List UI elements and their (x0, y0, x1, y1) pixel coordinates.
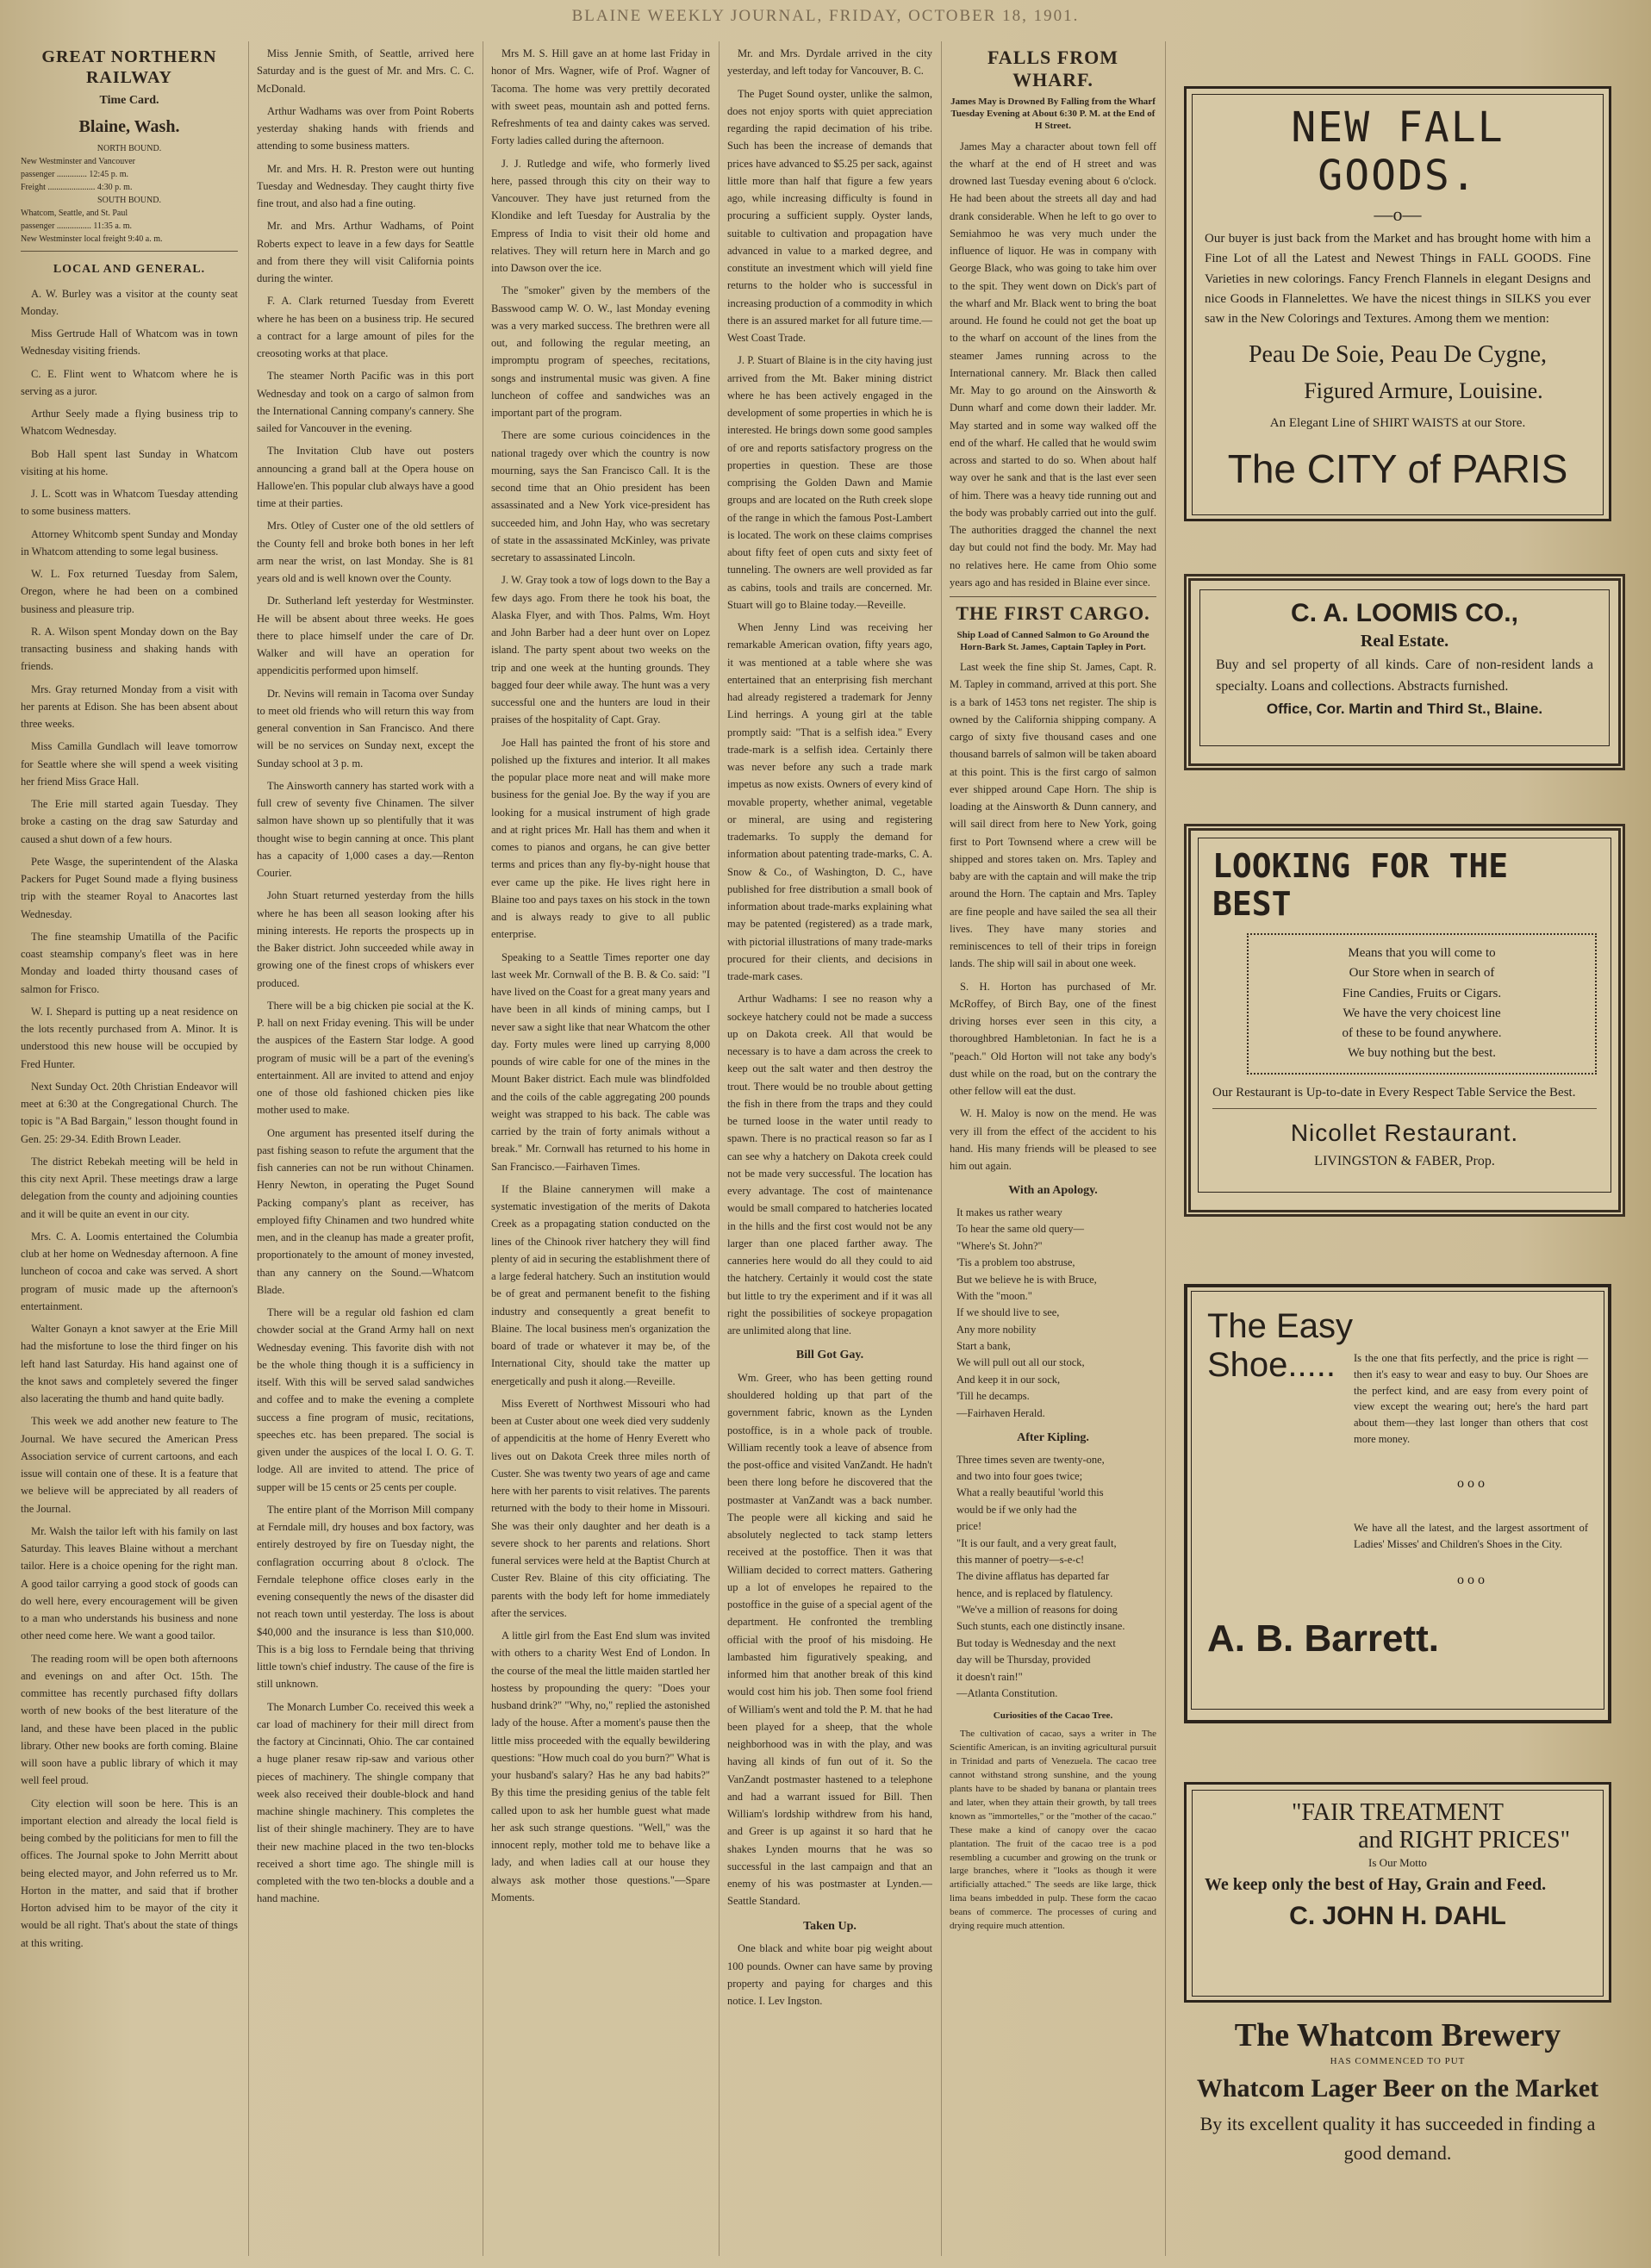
ad-line: We have the very choicest line (1343, 1006, 1501, 1020)
ad-easy-shoe (1184, 1284, 1611, 1723)
column-2 (257, 45, 474, 2251)
news-item: The entire plant of the Morrison Mill company at Ferndale mill, dry houses and box factory, was entirely destroyed by fire on Tuesday night, the conflagration occurring about 8 o'clock. The Ferndale telephone office closes early in the evening consequently the news of the disaster did not reach town until yesterday. The loss is about $40,000 and the insurance is less than $10,000. This is a big loss to Ferndale being that thriving little town's chief industry. The cause of the fire is still unknown. (257, 1503, 474, 1691)
news-item: Wm. Greer, who has been getting round shouldered holding up that part of the government fabric, known as the Lynden postoffice, is in a whole pack of trouble. William recently took a leave of absence from the post-office and visited VanZandt. He hadn't been there long before he discovered that the postmaster at VanZandt was a back number. The people were all kicking and said he absolutely neglected to tack stamp letters received at the postoffice. Then it was that William decided to correct matters. Gathering up a lot of envelopes he repaired to the postoffice in the guise of a special agent of the department. He confronted the trembling official with the proof of his misdoing. He lambasted him figuratively speaking, and informed him that another break of this kind would cost him his job. Then some fool friend of William's went and told the P. M. that he had been played for a sheep, that the whole neighborhood was in with the play, and was having all kinds of fun out of it. So the VanZandt postmaster hastened to a telephone and had a warrant issued for Bill. Then William's lordship withdrew from his hand, and Greer is up against it so hard that he shakes Lynden mourns that he was so successful in the last campaign and that an enemy of his was postmaster at Lynden.—Seattle Standard. (727, 1371, 932, 1908)
ad-text: We have all the latest, and the largest assortment of Ladies' Misses' and Children's Shoes in the City. (1354, 1522, 1588, 1551)
poem-body: It makes us rather weary To hear the same old query— "Where's St. John?" 'Tis a problem too abstruse, But we believe he is with Bruce, With the "moon." If we should live to see, Any more nobility Start a bank, We will pull out all our stock, And keep it in our sock, 'Till he decamps. —Fairhaven Herald. (956, 1206, 1097, 1419)
news-item: The fine steamship Umatilla of the Pacific coast steamship company's fleet was in here Monday and loaded thirty thousand cases of salmon for Frisco. (21, 930, 238, 995)
store-name: The CITY of PARIS (1227, 446, 1568, 492)
ornament: —o— (1374, 203, 1422, 225)
news-item: Miss Gertrude Hall of Whatcom was in town Wednesday visiting friends. (21, 327, 238, 358)
ad-title: The Whatcom Brewery (1234, 2017, 1561, 2053)
news-list (257, 45, 474, 1908)
news-item: Speaking to a Seattle Times reporter one day last week Mr. Cornwall of the B. B. & Co. said: "I have lived on the Coast for a great many years and have been in all kinds of mining camps, but I never saw a sight like that near Whatcom the other day. Forty mules were lined up carrying 8,000 pounds of wire cable for one of the mines in the Mount Baker district. Each mule was blindfolded and the coils of the cable aggregating 200 pounds weight was strapped to his back. The cable was carried by the train of forty animals without a break." Mr. Cornwall has returned to his home in San Francisco.—Fairhaven Times. (491, 950, 710, 1173)
news-item: The steamer North Pacific was in this port Wednesday and took on a cargo of salmon from the International Canning company's cannery. She sailed for Vancouver in the evening. (257, 370, 474, 434)
news-item: The reading room will be open both afternoons and evenings on and after Oct. 15th. The committee has recently purchased fifty dollars worth of new books of the best literature of the land, and these have been placed in the public library. Other new books are forth coming. Blaine will soon have a public library of which it may well feel proud. (21, 1652, 238, 1787)
timecard-line: Freight ...................... 4:30 p. m. (21, 183, 133, 193)
news-item: Mrs M. S. Hill gave an at home last Friday in honor of Mrs. Wagner, wife of Prof. Wagner of Tacoma. The home was very prettily decorated with sweet peas, mountain ash and potted ferns. Refreshments of tea and dainty cakes was served. Forty ladies called during the afternoon. (491, 47, 710, 147)
news-item: S. H. Horton has purchased of Mr. McRoffey, of Birch Bay, one of the finest driving horses ever seen in this city, a thoroughbred Hambletonian. In fact he is a "peach." Old Horton will not take any body's dust while on the road, but on the contrary the other fellow will eat the dust. (950, 980, 1156, 1098)
railway-subtitle: Time Card. (99, 94, 159, 107)
ornament: o o o (1457, 1475, 1485, 1491)
news-item: There will be a regular old fashion ed clam chowder social at the Grand Army hall on next Wednesday evening. This favorite dish with not be the whole thing though it is a sufficiency in itself. With this will be served salad sandwiches and coffee and to make the evening a complete success a fine program of music, recitations, speeches etc. has been prepared. The social is given under the auspices of the local I. O. G. T. lodge. All are invited to attend. The price of supper will be 15 cents or 25 cents per couple. (257, 1306, 474, 1493)
news-item: Dr. Nevins will remain in Tacoma over Sunday to meet old friends who will return this way from general convention in San Francisco. And there will be no services on Sunday next, except the Sunday school at 3 p. m. (257, 687, 474, 770)
notice-title: Taken Up. (803, 1919, 857, 1933)
notice-body: One black and white boar pig weight about 100 pounds. Owner can have same by proving property and paying for charges and this notice. I. Lev Ingston. (727, 1942, 932, 2008)
news-item: Arthur Wadhams: I see no reason why a sockeye hatchery could not be made a success up on Dakota creek. All that would be necessary is to have a dam across the creek to keep out the salt water and then destroy the trout. There would be no trouble about getting the fish in there from the traps and they could be turned loose in the water until ready to spawn. There is no practical reason so far as I can see why a hatchery on Dakota creek could not be made very successful. The location has every advantage. The cost of maintenance would be small compared to hatcheries located in the hills and the first cost would not be any larger than one placed farther away. The canneries here would do all they could to aid the hatchery. Certainly it would cost the state but little to try the experiment and if it was all right the possibilities of sockeye propagation are unlimited along that line. (727, 993, 932, 1336)
ad-box (1247, 933, 1597, 1075)
column-5 (950, 45, 1156, 2251)
timecard (21, 142, 238, 246)
news-item: R. A. Wilson spent Monday down on the Bay transacting business and shaking hands with friends. (21, 625, 238, 673)
ad-title: "FAIR TREATMENT (1291, 1799, 1505, 1826)
news-item: Mrs. Otley of Custer one of the old settlers of the County fell and broke both bones in her left arm near the wrist, on last Monday. She is 81 years old and is well known over the County. (257, 520, 474, 584)
ad-text: HAS COMMENCED TO PUT (1330, 2056, 1466, 2066)
article-body (950, 658, 1156, 1174)
news-list (727, 45, 932, 1339)
timecard-line: NORTH BOUND. (97, 144, 162, 154)
news-item: The "smoker" given by the members of the Basswood camp W. O. W., last Monday evening was a very marked success. The brethren were all out, and following the regular meeting, an impromptu program of speeches, recitations, songs and instrumental music was given. A fine luncheon of coffee and sandwiches was an important part of the program. (491, 284, 710, 419)
news-item: Miss Camilla Gundlach will leave tomorrow for Seattle where she will spend a week visiting her friend Miss Grace Hall. (21, 740, 238, 788)
news-item: The Erie mill started again Tuesday. They broke a casting on the drag saw Saturday and caused a shut down of a few hours. (21, 798, 238, 845)
news-item: One argument has presented itself during the past fishing season to refute the argument that the fish canneries can not be run without Chinamen. Henry Newton, in operating the Puget Sound Packing company's plant as receiver, has employed fifty Chinamen and two hundred white men, and in the cleanup has made a greater profit, proportionately to the amount of money invested, than any cannery on the Sound.—Whatcom Blade. (257, 1126, 474, 1296)
ad-whatcom-brewery (1184, 2016, 1611, 2164)
article-title: Curiosities of the Cacao Tree. (993, 1710, 1113, 1722)
subheadline: James May is Drowned By Falling from the Wharf Tuesday Evening at About 6:30 P. M. at the End of H Street. (950, 96, 1156, 132)
timecard-line: New Westminster and Vancouver (21, 157, 135, 167)
column-4 (727, 45, 932, 2251)
restaurant-name: Nicollet Restaurant. (1290, 1118, 1519, 1146)
news-item: Mrs. C. A. Loomis entertained the Columbia club at her home on Wednesday afternoon. A fine luncheon of cocoa and cake was served. A short program of music made up the afternoon's entertainment. (21, 1230, 238, 1312)
timecard-line: Whatcom, Seattle, and St. Paul (21, 209, 128, 219)
news-item: Miss Jennie Smith, of Seattle, arrived here Saturday and is the guest of Mr. and Mrs. C. C. McDonald. (257, 47, 474, 95)
news-item: Attorney Whitcomb spent Sunday and Monday in Whatcom attending to some legal business. (21, 527, 238, 558)
merchant-name: A. B. Barrett. (1207, 1617, 1439, 1660)
merchant-name: C. JOHN H. DAHL (1289, 1902, 1506, 1931)
column-rule (719, 41, 720, 2256)
news-item: The Monarch Lumber Co. received this week a car load of machinery for their mill direct from the factory at Cincinnati, Ohio. The car contained a huge planer resaw rip-saw and various other pieces of machinery. The shingle company that week also received their double-block and hand machine shingle machinery. This completes the list of their shingle machinery. They are to have their new machine placed in the two ten-blocks received a short time ago. The shingle mill is completed with the two ten-blocks a double and a hand machine. (257, 1700, 474, 1905)
masthead: BLAINE WEEKLY JOURNAL, FRIDAY, OCTOBER 18, 1901. (571, 7, 1080, 25)
ad-silks: Figured Armure, Louisine. (1304, 377, 1543, 403)
ad-text: Is the one that fits perfectly, and the price is right —then it's easy to wear and easy to buy. Our Shoes are the perfect kind, and are easy from every point of view except the wearing out; here's the hard part about them—they last longer than others that cost more money. (1354, 1352, 1588, 1445)
railway-title: GREAT NORTHERN RAILWAY (41, 47, 217, 87)
business-type: Real Estate. (1360, 632, 1449, 651)
headline: FALLS FROM WHARF. (987, 47, 1118, 91)
ad-line: of these to be found anywhere. (1342, 1026, 1502, 1040)
news-item: This week we add another new feature to The Journal. We have secured the American Press Association service of current cartoons, and each issue will contain one of these. It is a feature that we believe will be appreciated by all readers of the Journal. (21, 1415, 238, 1515)
ad-product: Whatcom Lager Beer on the Market (1196, 2074, 1599, 2103)
news-item: J. L. Scott was in Whatcom Tuesday attending to some business matters. (21, 488, 238, 518)
news-item: Pete Wasge, the superintendent of the Alaska Packers for Puget Sound made a flying business trip with the steamer Royal to Anacortes last Wednesday. (21, 855, 238, 920)
ad-text: Our Restaurant is Up-to-date in Every Respect Table Service the Best. (1212, 1085, 1576, 1100)
ad-text: An Elegant Line of SHIRT WAISTS at our Store. (1269, 416, 1526, 431)
news-item: Mr. and Mrs. Arthur Wadhams, of Point Roberts expect to leave in a few days for Seattle and from there they will visit California points during the winter. (257, 220, 474, 284)
news-item: Miss Everett of Northwest Missouri who had been at Custer about one week died very suddenly of appendicitis at the home of Henry Everett who lives out on Dakota Creek three miles north of Custer. She was twenty two years of age and came here with her parents to visit relatives. The parents returned with the body to their home in Missouri. She was their only daughter and her death is a severe shock to her parents and relations. Short funeral services were held at the Baptist Church at Custer Rev. Blaine of this city officiating. The parents with the body left for home immediately after the services. (491, 1397, 710, 1619)
ad-new-fall-goods (1184, 86, 1611, 521)
ad-title: and RIGHT PRICES" (1358, 1827, 1570, 1854)
news-item: Mr. and Mrs. Dyrdale arrived in the city yesterday, and left today for Vancouver, B. C. (727, 47, 932, 78)
ad-nicollet-restaurant (1184, 824, 1625, 1217)
news-item: W. H. Maloy is now on the mend. He was very ill from the effect of the accident to his hand. His many friends will be pleased to see him out again. (950, 1107, 1156, 1173)
subheadline: Ship Load of Canned Salmon to Go Around the Horn-Bark St. James, Captain Tapley in Port. (956, 629, 1149, 652)
news-item: Next Sunday Oct. 20th Christian Endeavor will meet at 6:30 at the Congregational Church. The topic is "A Bad Bargain," lesson thought found in Gen. 25: 29-34. Edith Brown Leader. (21, 1080, 238, 1145)
ornament: o o o (1457, 1572, 1485, 1587)
news-item: J. W. Gray took a tow of logs down to the Bay a few days ago. From there he took his boat, the Alaska Flyer, and with Thos. Palms, Wm. Hoyt and John Barber had a deer hunt over on Lopez island. The party spent about two weeks on the trip and one week at the hunting grounds. They bagged four deer while away. The hunt was a very successful one and the hunters are loud in their praises of the hospitality of Capt. Gray. (491, 574, 710, 726)
article-body (950, 138, 1156, 592)
headline: THE FIRST CARGO. (956, 602, 1150, 625)
news-item: Mrs. Gray returned Monday from a visit with her parents at Edison. She has been absent about three weeks. (21, 682, 238, 731)
column-1 (21, 45, 238, 2251)
news-item: The Invitation Club have out posters announcing a grand ball at the Opera house on Hallowe'en. This popular club always have a good time at their parties. (257, 445, 474, 509)
news-item: Arthur Seely made a flying business trip to Whatcom Wednesday. (21, 408, 238, 438)
ad-address: Office, Cor. Martin and Third St., Blaine. (1266, 700, 1543, 717)
ad-slogan: By its excellent quality it has succeeded in finding a good demand. (1199, 2112, 1596, 2164)
ad-text: Our buyer is just back from the Market and has brought home with him a Fine Lot of all the Latest and Newest Things in FALL GOODS. Fine Varieties in new colorings. Fancy French Flannels in elegant Designs and nice Goods in Flannelettes. We have the nicest things in SILKS you ever saw in the New Colorings and Textures. Among them we mention: (1205, 232, 1591, 327)
news-item: There are some curious coincidences in the national tragedy over which the country is now mourning, says the San Francisco Call. It is the second time that an Ohio president has been assassinated and a New York vice-president has succeeded him, and John Hay, who was secretary of state in the assassinated McKinley, was private secretary to assassinated Lincoln. (491, 429, 710, 564)
ad-line: Means that you will come to (1348, 946, 1496, 960)
news-item: Mr. Walsh the tailor left with his family on last Saturday. This leaves Blaine without a merchant tailor. Here is a choice opening for the right man. A good tailor carrying a good stock of goods can do well here, every encouragement will be given to a man who understands his business and none other need come here. We want a good tailor. (21, 1524, 238, 1642)
business-name: C. A. LOOMIS CO., (1291, 599, 1518, 627)
news-item: F. A. Clark returned Tuesday from Everett where he has been on a business trip. He secured a contract for a large amount of piles for the creosoting works at that place. (257, 295, 474, 359)
column-rule (1165, 41, 1166, 2256)
column-3 (491, 45, 710, 2251)
news-item: J. P. Stuart of Blaine is in the city having just arrived from the Mt. Baker mining district where he has been actively engaged in the development of some properties in which he is interested. He brings down some good samples of ore and reports satisfactory progress on the properties in question. These are those comprising the Golden Dawn and Mamie groups and are located on the Ruth creek slope of the range in which the famous Post-Lambert is located. The work on these claims comprises about fifty feet of open cuts and sixty feet of tunneling. The owners are well provided as far as cabins, tools and trails are concerned. Mr. Stuart will go to Blaine today.—Reveille. (727, 354, 932, 611)
news-item: Dr. Sutherland left yesterday for Westminster. He will be absent about three weeks. He goes there to place himself under the care of Dr. Walker and will have an operation for appendicitis performed upon himself. (257, 595, 474, 677)
news-item: A little girl from the East End slum was invited with others to a charity West End of London. In the course of the meal the little maiden startled her hostess by propounding the query: "Does your husband drink?" "Why, no," replied the astonished lady of the house. After a moment's pause then the little miss proceeded with the equally bewildering questions: "How much coal do you burn?" What is your husband's salary? Has he any bad habits?" By this time the presiding genius of the table felt called upon to ask her humble guest what made her ask such strange questions. "Well," was the innocent reply, mother told me to behave like a lady, and when ladies call at our house they always ask mother those questions."—Spare Moments. (491, 1629, 710, 1904)
divider (950, 596, 1156, 597)
news-list (491, 45, 710, 1906)
news-item: James May a character about town fell off the wharf at the end of H street and was drowned last Tuesday evening about 6 o'clock. He had been about the streets all day and had drank considerable. When he left to go over to Semiahmoo he was very much under the influence of liquor. He was in company with George Black, who was going to take him over to the spit. They went down on Dick's part of the wharf and Mr. Black went to bring the boat around. He found he could not get the boat up to the wharf on account of the lines from the steamer James running across to the International cannery. Mr. Black then called Mr. May to go around on the Ainsworth & Dunn wharf and come down their ladder. Mr. May started and in some way walked off the end of the wharf. He called that he would swim across and started to do so. When about half way over he sank and that is the last ever seen of him. There was a heavy tide running out and the body was probably carried out into the gulf. The authorities dragged the channel the next day but could not find the body. Mr. May had no relatives here. He came from Ohio some years ago and has resided in Blaine ever since. (950, 140, 1156, 589)
motto: Is Our Motto (1368, 1856, 1427, 1869)
article-title: Bill Got Gay. (795, 1349, 864, 1362)
news-item: Joe Hall has painted the front of his store and polished up the fixtures and interior. It all makes the popular place more neat and will make more business for the genial Joe. By the way if you are looking for a musical instrument of high grade and at right prices Mr. Hall has them and when it comes to pianos and organs, he can give better terms and prices than any fly-by-night house that ever came up the pike. He lives right here in Blaine too and pays taxes on his stock in the town and is always ready to give to all public enterprise. (491, 736, 710, 941)
divider (1212, 1108, 1597, 1109)
news-item: John Stuart returned yesterday from the hills where he has been all season looking after his mining interests. He reports the prospects up in the Baker district. John succeeded while away in growing one of the finest crops of whiskers ever produced. (257, 889, 474, 989)
ad-line: Fine Candies, Fruits or Cigars. (1342, 986, 1502, 1000)
ad-title: LOOKING FOR THE BEST (1212, 847, 1509, 923)
ad-text: We keep only the best of Hay, Grain and Feed. (1205, 1875, 1547, 1895)
proprietors: LIVINGSTON & FABER, Prop. (1314, 1154, 1495, 1169)
news-item: Arthur Wadhams was over from Point Roberts yesterday shaking hands with friends and attending to some business matters. (257, 104, 474, 153)
ad-loomis (1184, 574, 1625, 770)
section-heading: LOCAL AND GENERAL. (53, 263, 206, 277)
news-item: The district Rebekah meeting will be held in this city next April. These meetings draw a large delegation from the county and adjoining counties and it will be quite an event in our city. (21, 1155, 238, 1220)
poem-body: Three times seven are twenty-one, and two into four goes twice; What a really beautiful 'world this would be if we only had the price! "It is our fault, and a very great fault, this manner of poetry—s-e-c! The divine afflatus has departed far hence, and is replaced by flatulency. "We've a million of reasons for doing Such stunts, each one distinctly insane. But today is Wednesday and the next day will be Thursday, provided it doesn't rain!" —Atlanta Constitution. (956, 1453, 1125, 1699)
column-rule (941, 41, 942, 2256)
news-item: W. L. Fox returned Tuesday from Salem, Oregon, where he had been on a combined business and pleasure trip. (21, 568, 238, 615)
news-item: The Ainsworth cannery has started work with a full crew of seventy five Chinamen. The silver salmon have shown up so plentifully that it was thought wise to begin canning at once. This plant has a capacity of 1,000 cases a day.—Renton Courier. (257, 779, 474, 879)
ad-title: NEW FALL GOODS. (1291, 103, 1505, 200)
news-item: If the Blaine cannerymen will make a systematic investigation of the merits of Dakota Creek as a propagating station conducted on the lines of the Chinook river hatchery they will find plenty of aid in securing the establishment there of a large federal hatchery. Such an institution would be of great and permanent benefit to the fishing industry and consequently a great benefit to Blaine. The local business men's organization the board of trade or whatever it may be, of the International City, should take the matter up energetically and push it along.—Reveille. (491, 1182, 710, 1387)
divider (21, 251, 238, 252)
news-item: Mr. and Mrs. H. R. Preston were out hunting Tuesday and Wednesday. They caught thirty five fine trout, and also had a fine outing. (257, 162, 474, 209)
poem-title: With an Apology. (1008, 1184, 1098, 1198)
ad-title: The Easy Shoe..... (1207, 1307, 1353, 1384)
timecard-line: SOUTH BOUND. (97, 196, 161, 206)
timecard-line: passenger .............. 12:45 p. m. (21, 170, 128, 180)
ad-dahl (1184, 1782, 1611, 2003)
news-item: Walter Gonayn a knot sawyer at the Erie Mill had the misfortune to lose the third finger on his left hand last Saturday. His hand against one of the knot saws and completely severed the finger also lacerating the thumb and hand quite badly. (21, 1323, 238, 1405)
news-item: City election will soon be here. This is an important election and already the local field is being combed by the politicians for men to fill the offices. The Journal spoke to John Merritt about being elected mayor, and John referred us to Mr. Horton in the matter, and said that if brother Horton advised him to be mayor of the city it would be all right. That's about the state of things at this writing. (21, 1797, 238, 1949)
news-item: Last week the fine ship St. James, Capt. R. M. Tapley in command, arrived at this port. She is a bark of 1453 tons net register. The ship is owned by the California shipping company. A cargo of sixty five thousand cases and one thousand barrels of salmon will be taken aboard at this point. This is the first cargo of salmon ever shipped around Cape Horn. The ship is loading at the Ainsworth & Dunn cannery, and will sail direct from here to New York, going first to Port Townsend where a crew will be shipped and stores taken on. Mrs. Tapley and baby are with the captain and will make the trip around the Horn. The captain and Mrs. Tapley are fine people and have sailed the sea all their lives. They have many stories and reminiscences to tell of their trips in foreign lands. The ship will sail in about one week. (950, 661, 1156, 970)
poem-title: After Kipling. (1017, 1430, 1089, 1444)
news-item: Bob Hall spent last Sunday in Whatcom visiting at his home. (21, 447, 238, 477)
article-body: The cultivation of cacao, says a writer in The Scientific American, is an inviting agricultural pursuit in Trinidad and parts of Venezuela. The cacao tree cannot withstand strong sunshine, and the young plants have to be shaded by banana or plantain trees and later, when they attain their growth, by tall trees known as "immortelles," or the "mother of the cacao." These make a kind of canopy over the cacao plantation. The fruit of the cacao tree is a pod resembling a cucumber and growing on the trunk or large branches, where it "looks as though it were artificially attached." The seeds are like large, thick lima beans imbedded in pulp. These form the cacao beans of commerce. The processes of curing and drying require much attention. (950, 1729, 1156, 1932)
ad-line: Our Store when in search of (1349, 966, 1495, 981)
news-item: J. J. Rutledge and wife, who formerly lived here, passed through this city on their way to Vancouver. They have just returned from the Klondike and left Tuesday for Australia by the Empress of India to visit their old home and relatives. They will return here in March and go into Dawson over the ice. (491, 157, 710, 274)
news-item: The Puget Sound oyster, unlike the salmon, does not enjoy sports with quiet appreciation regarding the rapid decimation of his tribe. Such has been the increase of demands that prices have advanced to $5.25 per sack, against little more than half that figure a few years ago, while increasing difficulty is found in procuring a sufficient supply. Oyster lands, suitable to cultivation and propagation have advanced in value to a marked degree, and constitute an investment which will yield fine returns to the holder who is successful in increasing production of a commodity in which there is an assured market for all future time.—West Coast Trade. (727, 87, 932, 344)
news-item: W. I. Shepard is putting up a neat residence on the lots recently purchased from A. Minor. It is understood this new house will be occupied by Fred Hunter. (21, 1005, 238, 1070)
railway-place: Blaine, Wash. (78, 116, 180, 136)
article-body (727, 1369, 932, 1910)
column-rule (248, 41, 249, 2256)
timecard-line: passenger ................ 11:35 a. m. (21, 221, 133, 232)
ad-line: We buy nothing but the best. (1347, 1046, 1497, 1061)
ad-text: Buy and sel property of all kinds. Care of non-resident lands a specialty. Loans and collections. Abstracts furnished. (1216, 657, 1593, 694)
news-item: C. E. Flint went to Whatcom where he is serving as a juror. (21, 367, 238, 397)
news-item: There will be a big chicken pie social at the K. P. hall on next Friday evening. This will be under the auspices of the Eastern Star lodge. A good program of music will be a part of the evening's entertainment. All are invited to attend and enjoy one of those old fashioned chicken pies like mother used to make. (257, 999, 474, 1117)
local-news-list (21, 285, 238, 1952)
news-item: A. W. Burley was a visitor at the county seat Monday. (21, 287, 238, 317)
ad-silks: Peau De Soie, Peau De Cygne, (1248, 341, 1548, 369)
news-item: When Jenny Lind was receiving her remarkable American ovation, fifty years ago, it was mentioned at a table where she was entertained that an enterprising fish merchant had already registered a trademark for Jenny Lind herrings. A young girl at the table promptly said: "That is a selfish idea." Every trade-mark is a selfish idea. Certainly there was never before any such a trade mark impetus as now exists. Owners of every kind of movable property, whether animal, vegetable or mineral, are using and registering trademarks. To supply the demand for information about patenting trade-marks, C. A. Snow & Co., of Washington, D. C., have published for free distribution a small book of information about trade-marks explaining what may be patented (registered) as a trade mark, with pictorial illustrations of many trade-marks procured for their clients, and decisions in trade-mark cases. (727, 621, 932, 982)
timecard-line: New Westminster local freight 9:40 a. m. (21, 234, 163, 245)
